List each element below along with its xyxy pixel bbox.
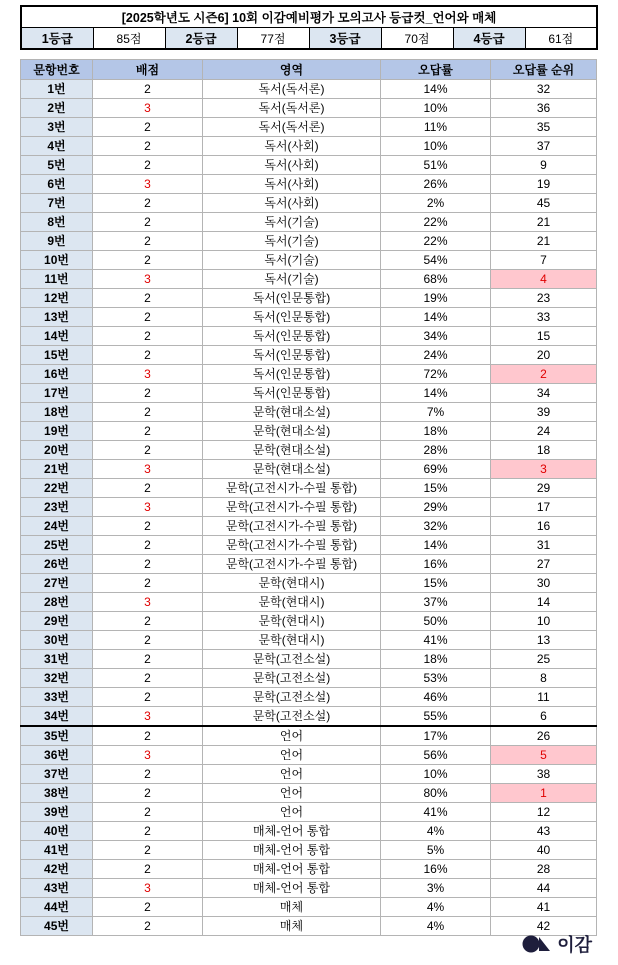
wrong-rate-cell: 46% xyxy=(381,688,491,707)
question-number: 8번 xyxy=(21,213,93,232)
wrong-rank-cell: 30 xyxy=(491,574,597,593)
wrong-rank-cell: 39 xyxy=(491,403,597,422)
question-number: 41번 xyxy=(21,841,93,860)
question-number: 40번 xyxy=(21,822,93,841)
table-row xyxy=(21,917,597,936)
table-body xyxy=(21,80,597,936)
table-row xyxy=(21,403,597,422)
wrong-rank-cell: 2 xyxy=(491,365,597,384)
question-number: 45번 xyxy=(21,917,93,936)
area-cell: 매체 xyxy=(203,898,381,917)
points-cell: 2 xyxy=(93,194,203,213)
wrong-rate-cell: 16% xyxy=(381,555,491,574)
wrong-rank-cell: 21 xyxy=(491,232,597,251)
area-cell: 독서(사회) xyxy=(203,137,381,156)
points-cell: 2 xyxy=(93,517,203,536)
area-cell: 매체-언어 통합 xyxy=(203,822,381,841)
wrong-rank-cell: 12 xyxy=(491,803,597,822)
wrong-rank-cell: 42 xyxy=(491,917,597,936)
area-cell: 매체-언어 통합 xyxy=(203,860,381,879)
area-cell: 독서(인문통합) xyxy=(203,289,381,308)
table-row xyxy=(21,137,597,156)
question-number: 6번 xyxy=(21,175,93,194)
question-number: 11번 xyxy=(21,270,93,289)
header-question-no: 문항번호 xyxy=(21,60,93,80)
question-number: 28번 xyxy=(21,593,93,612)
area-cell: 독서(기술) xyxy=(203,232,381,251)
table-row xyxy=(21,270,597,289)
wrong-rate-cell: 10% xyxy=(381,137,491,156)
points-cell: 3 xyxy=(93,498,203,517)
wrong-rate-cell: 11% xyxy=(381,118,491,137)
wrong-rate-cell: 28% xyxy=(381,441,491,460)
wrong-rank-cell: 24 xyxy=(491,422,597,441)
points-cell: 2 xyxy=(93,479,203,498)
table-row xyxy=(21,80,597,99)
area-cell: 언어 xyxy=(203,803,381,822)
points-cell: 2 xyxy=(93,441,203,460)
header-wrong-rank: 오답률 순위 xyxy=(491,60,597,80)
question-number: 34번 xyxy=(21,707,93,727)
question-number: 37번 xyxy=(21,765,93,784)
area-cell: 독서(인문통합) xyxy=(203,365,381,384)
points-cell: 2 xyxy=(93,422,203,441)
question-number: 3번 xyxy=(21,118,93,137)
table-row xyxy=(21,308,597,327)
area-cell: 문학(고전시가-수필 통합) xyxy=(203,498,381,517)
table-row xyxy=(21,251,597,270)
points-cell: 2 xyxy=(93,650,203,669)
wrong-rate-cell: 80% xyxy=(381,784,491,803)
wrong-rank-cell: 44 xyxy=(491,879,597,898)
points-cell: 2 xyxy=(93,612,203,631)
wrong-rank-cell: 20 xyxy=(491,346,597,365)
wrong-rank-cell: 1 xyxy=(491,784,597,803)
table-header-row xyxy=(21,60,597,80)
question-number: 5번 xyxy=(21,156,93,175)
area-cell: 문학(고전소설) xyxy=(203,688,381,707)
question-number: 27번 xyxy=(21,574,93,593)
header-area: 영역 xyxy=(203,60,381,80)
wrong-rate-cell: 3% xyxy=(381,879,491,898)
question-number: 10번 xyxy=(21,251,93,270)
question-number: 21번 xyxy=(21,460,93,479)
question-number: 31번 xyxy=(21,650,93,669)
wrong-rate-cell: 51% xyxy=(381,156,491,175)
points-cell: 2 xyxy=(93,156,203,175)
points-cell: 2 xyxy=(93,841,203,860)
points-cell: 2 xyxy=(93,327,203,346)
points-cell: 3 xyxy=(93,175,203,194)
points-cell: 3 xyxy=(93,270,203,289)
table-row xyxy=(21,822,597,841)
question-number: 35번 xyxy=(21,726,93,746)
wrong-rank-cell: 17 xyxy=(491,498,597,517)
area-cell: 매체-언어 통합 xyxy=(203,879,381,898)
question-number: 12번 xyxy=(21,289,93,308)
area-cell: 언어 xyxy=(203,784,381,803)
points-cell: 2 xyxy=(93,308,203,327)
points-cell: 2 xyxy=(93,118,203,137)
question-number: 15번 xyxy=(21,346,93,365)
question-stats-table xyxy=(20,59,597,936)
points-cell: 2 xyxy=(93,346,203,365)
wrong-rate-cell: 54% xyxy=(381,251,491,270)
area-cell: 매체 xyxy=(203,917,381,936)
wrong-rank-cell: 43 xyxy=(491,822,597,841)
table-row xyxy=(21,593,597,612)
table-row xyxy=(21,460,597,479)
wrong-rank-cell: 27 xyxy=(491,555,597,574)
wrong-rank-cell: 29 xyxy=(491,479,597,498)
table-row xyxy=(21,213,597,232)
grade-label: 2등급 xyxy=(165,28,237,50)
table-row xyxy=(21,422,597,441)
wrong-rate-cell: 10% xyxy=(381,99,491,118)
grade-score: 85점 xyxy=(93,28,165,50)
page-title: [2025학년도 시즌6] 10회 이감예비평가 모의고사 등급컷_언어와 매체 xyxy=(21,6,597,28)
points-cell: 2 xyxy=(93,574,203,593)
table-row xyxy=(21,517,597,536)
table-row xyxy=(21,346,597,365)
table-row xyxy=(21,631,597,650)
points-cell: 2 xyxy=(93,137,203,156)
wrong-rank-cell: 37 xyxy=(491,137,597,156)
grade-score: 77점 xyxy=(237,28,309,50)
points-cell: 2 xyxy=(93,403,203,422)
points-cell: 2 xyxy=(93,536,203,555)
wrong-rank-cell: 3 xyxy=(491,460,597,479)
table-row xyxy=(21,688,597,707)
wrong-rate-cell: 34% xyxy=(381,327,491,346)
wrong-rate-cell: 14% xyxy=(381,80,491,99)
wrong-rank-cell: 33 xyxy=(491,308,597,327)
grade-score: 70점 xyxy=(381,28,453,50)
wrong-rate-cell: 14% xyxy=(381,384,491,403)
wrong-rank-cell: 32 xyxy=(491,80,597,99)
area-cell: 문학(현대소설) xyxy=(203,422,381,441)
wrong-rate-cell: 69% xyxy=(381,460,491,479)
points-cell: 2 xyxy=(93,917,203,936)
grade-label: 4등급 xyxy=(453,28,525,50)
wrong-rate-cell: 72% xyxy=(381,365,491,384)
wrong-rank-cell: 35 xyxy=(491,118,597,137)
area-cell: 매체-언어 통합 xyxy=(203,841,381,860)
table-row xyxy=(21,612,597,631)
area-cell: 문학(고전소설) xyxy=(203,650,381,669)
wrong-rank-cell: 6 xyxy=(491,707,597,727)
wrong-rate-cell: 16% xyxy=(381,860,491,879)
wrong-rate-cell: 68% xyxy=(381,270,491,289)
table-row xyxy=(21,536,597,555)
area-cell: 독서(사회) xyxy=(203,156,381,175)
table-row xyxy=(21,841,597,860)
area-cell: 문학(고전소설) xyxy=(203,669,381,688)
question-number: 14번 xyxy=(21,327,93,346)
wrong-rank-cell: 34 xyxy=(491,384,597,403)
question-number: 42번 xyxy=(21,860,93,879)
area-cell: 독서(인문통합) xyxy=(203,384,381,403)
table-row xyxy=(21,498,597,517)
wrong-rate-cell: 18% xyxy=(381,650,491,669)
points-cell: 3 xyxy=(93,746,203,765)
points-cell: 2 xyxy=(93,555,203,574)
wrong-rate-cell: 32% xyxy=(381,517,491,536)
table-row xyxy=(21,707,597,727)
igam-logo-icon xyxy=(522,934,552,954)
wrong-rate-cell: 10% xyxy=(381,765,491,784)
question-number: 23번 xyxy=(21,498,93,517)
area-cell: 문학(고전시가-수필 통합) xyxy=(203,479,381,498)
wrong-rate-cell: 26% xyxy=(381,175,491,194)
points-cell: 3 xyxy=(93,99,203,118)
wrong-rank-cell: 18 xyxy=(491,441,597,460)
wrong-rank-cell: 15 xyxy=(491,327,597,346)
wrong-rank-cell: 7 xyxy=(491,251,597,270)
table-row xyxy=(21,232,597,251)
wrong-rank-cell: 14 xyxy=(491,593,597,612)
area-cell: 언어 xyxy=(203,765,381,784)
area-cell: 문학(고전시가-수필 통합) xyxy=(203,536,381,555)
points-cell: 2 xyxy=(93,289,203,308)
grade-cut-row xyxy=(21,28,597,50)
points-cell: 2 xyxy=(93,898,203,917)
wrong-rank-cell: 28 xyxy=(491,860,597,879)
area-cell: 문학(현대소설) xyxy=(203,403,381,422)
wrong-rate-cell: 56% xyxy=(381,746,491,765)
wrong-rate-cell: 15% xyxy=(381,574,491,593)
area-cell: 독서(인문통합) xyxy=(203,308,381,327)
points-cell: 2 xyxy=(93,784,203,803)
logo-text: 이감 xyxy=(557,935,592,955)
table-row xyxy=(21,327,597,346)
area-cell: 독서(인문통합) xyxy=(203,346,381,365)
wrong-rank-cell: 31 xyxy=(491,536,597,555)
points-cell: 2 xyxy=(93,726,203,746)
wrong-rank-cell: 11 xyxy=(491,688,597,707)
wrong-rate-cell: 2% xyxy=(381,194,491,213)
points-cell: 2 xyxy=(93,213,203,232)
content-wrapper xyxy=(20,5,596,936)
wrong-rate-cell: 4% xyxy=(381,917,491,936)
brand-logo xyxy=(522,931,592,957)
points-cell: 2 xyxy=(93,631,203,650)
area-cell: 독서(기술) xyxy=(203,270,381,289)
question-number: 38번 xyxy=(21,784,93,803)
wrong-rank-cell: 26 xyxy=(491,726,597,746)
points-cell: 3 xyxy=(93,707,203,727)
wrong-rank-cell: 25 xyxy=(491,650,597,669)
area-cell: 독서(사회) xyxy=(203,175,381,194)
wrong-rate-cell: 22% xyxy=(381,213,491,232)
table-row xyxy=(21,784,597,803)
question-number: 16번 xyxy=(21,365,93,384)
table-row xyxy=(21,289,597,308)
area-cell: 독서(독서론) xyxy=(203,99,381,118)
table-row xyxy=(21,441,597,460)
wrong-rank-cell: 16 xyxy=(491,517,597,536)
table-row xyxy=(21,156,597,175)
table-row xyxy=(21,803,597,822)
table-row xyxy=(21,99,597,118)
question-number: 9번 xyxy=(21,232,93,251)
area-cell: 문학(현대시) xyxy=(203,574,381,593)
table-row xyxy=(21,365,597,384)
area-cell: 문학(현대소설) xyxy=(203,460,381,479)
wrong-rate-cell: 5% xyxy=(381,841,491,860)
area-cell: 문학(현대시) xyxy=(203,612,381,631)
area-cell: 문학(고전시가-수필 통합) xyxy=(203,517,381,536)
wrong-rate-cell: 50% xyxy=(381,612,491,631)
question-number: 39번 xyxy=(21,803,93,822)
points-cell: 3 xyxy=(93,365,203,384)
grade-score: 61점 xyxy=(525,28,597,50)
table-row xyxy=(21,898,597,917)
question-number: 7번 xyxy=(21,194,93,213)
area-cell: 독서(인문통합) xyxy=(203,327,381,346)
table-row xyxy=(21,555,597,574)
area-cell: 언어 xyxy=(203,726,381,746)
question-number: 13번 xyxy=(21,308,93,327)
wrong-rate-cell: 41% xyxy=(381,631,491,650)
area-cell: 문학(고전소설) xyxy=(203,707,381,727)
header-points: 배점 xyxy=(93,60,203,80)
area-cell: 독서(독서론) xyxy=(203,118,381,137)
area-cell: 독서(사회) xyxy=(203,194,381,213)
question-number: 44번 xyxy=(21,898,93,917)
points-cell: 2 xyxy=(93,765,203,784)
area-cell: 언어 xyxy=(203,746,381,765)
wrong-rate-cell: 53% xyxy=(381,669,491,688)
wrong-rate-cell: 14% xyxy=(381,308,491,327)
question-number: 2번 xyxy=(21,99,93,118)
wrong-rate-cell: 19% xyxy=(381,289,491,308)
table-row xyxy=(21,118,597,137)
points-cell: 3 xyxy=(93,593,203,612)
table-row xyxy=(21,746,597,765)
grade-label: 3등급 xyxy=(309,28,381,50)
points-cell: 2 xyxy=(93,822,203,841)
wrong-rank-cell: 23 xyxy=(491,289,597,308)
table-row xyxy=(21,669,597,688)
question-number: 20번 xyxy=(21,441,93,460)
wrong-rate-cell: 4% xyxy=(381,898,491,917)
area-cell: 독서(기술) xyxy=(203,213,381,232)
wrong-rank-cell: 13 xyxy=(491,631,597,650)
wrong-rate-cell: 41% xyxy=(381,803,491,822)
header-wrong-rate: 오답률 xyxy=(381,60,491,80)
wrong-rate-cell: 15% xyxy=(381,479,491,498)
table-row xyxy=(21,479,597,498)
area-cell: 문학(현대시) xyxy=(203,593,381,612)
wrong-rate-cell: 22% xyxy=(381,232,491,251)
points-cell: 2 xyxy=(93,860,203,879)
question-number: 1번 xyxy=(21,80,93,99)
grade-label: 1등급 xyxy=(21,28,93,50)
question-number: 24번 xyxy=(21,517,93,536)
table-row xyxy=(21,574,597,593)
grade-cut-table xyxy=(20,5,598,50)
table-row xyxy=(21,384,597,403)
wrong-rate-cell: 37% xyxy=(381,593,491,612)
question-number: 32번 xyxy=(21,669,93,688)
question-number: 4번 xyxy=(21,137,93,156)
table-row xyxy=(21,194,597,213)
question-number: 29번 xyxy=(21,612,93,631)
question-number: 36번 xyxy=(21,746,93,765)
wrong-rank-cell: 36 xyxy=(491,99,597,118)
area-cell: 문학(현대시) xyxy=(203,631,381,650)
question-number: 19번 xyxy=(21,422,93,441)
table-row xyxy=(21,765,597,784)
wrong-rate-cell: 7% xyxy=(381,403,491,422)
wrong-rank-cell: 9 xyxy=(491,156,597,175)
question-number: 18번 xyxy=(21,403,93,422)
points-cell: 2 xyxy=(93,669,203,688)
wrong-rate-cell: 29% xyxy=(381,498,491,517)
points-cell: 3 xyxy=(93,460,203,479)
wrong-rank-cell: 8 xyxy=(491,669,597,688)
question-number: 30번 xyxy=(21,631,93,650)
points-cell: 2 xyxy=(93,688,203,707)
wrong-rate-cell: 24% xyxy=(381,346,491,365)
points-cell: 2 xyxy=(93,80,203,99)
table-row xyxy=(21,879,597,898)
area-cell: 독서(기술) xyxy=(203,251,381,270)
points-cell: 2 xyxy=(93,251,203,270)
wrong-rank-cell: 38 xyxy=(491,765,597,784)
question-number: 26번 xyxy=(21,555,93,574)
question-number: 33번 xyxy=(21,688,93,707)
question-number: 17번 xyxy=(21,384,93,403)
wrong-rate-cell: 55% xyxy=(381,707,491,727)
area-cell: 독서(독서론) xyxy=(203,80,381,99)
points-cell: 2 xyxy=(93,803,203,822)
wrong-rank-cell: 5 xyxy=(491,746,597,765)
wrong-rank-cell: 19 xyxy=(491,175,597,194)
question-number: 22번 xyxy=(21,479,93,498)
question-number: 25번 xyxy=(21,536,93,555)
area-cell: 문학(고전시가-수필 통합) xyxy=(203,555,381,574)
wrong-rank-cell: 45 xyxy=(491,194,597,213)
wrong-rate-cell: 14% xyxy=(381,536,491,555)
wrong-rank-cell: 4 xyxy=(491,270,597,289)
table-row xyxy=(21,175,597,194)
wrong-rank-cell: 21 xyxy=(491,213,597,232)
table-row xyxy=(21,726,597,746)
table-row xyxy=(21,860,597,879)
wrong-rate-cell: 4% xyxy=(381,822,491,841)
wrong-rank-cell: 41 xyxy=(491,898,597,917)
points-cell: 2 xyxy=(93,384,203,403)
wrong-rate-cell: 17% xyxy=(381,726,491,746)
points-cell: 2 xyxy=(93,232,203,251)
question-number: 43번 xyxy=(21,879,93,898)
wrong-rank-cell: 10 xyxy=(491,612,597,631)
wrong-rate-cell: 18% xyxy=(381,422,491,441)
wrong-rank-cell: 40 xyxy=(491,841,597,860)
area-cell: 문학(현대소설) xyxy=(203,441,381,460)
table-row xyxy=(21,650,597,669)
points-cell: 3 xyxy=(93,879,203,898)
